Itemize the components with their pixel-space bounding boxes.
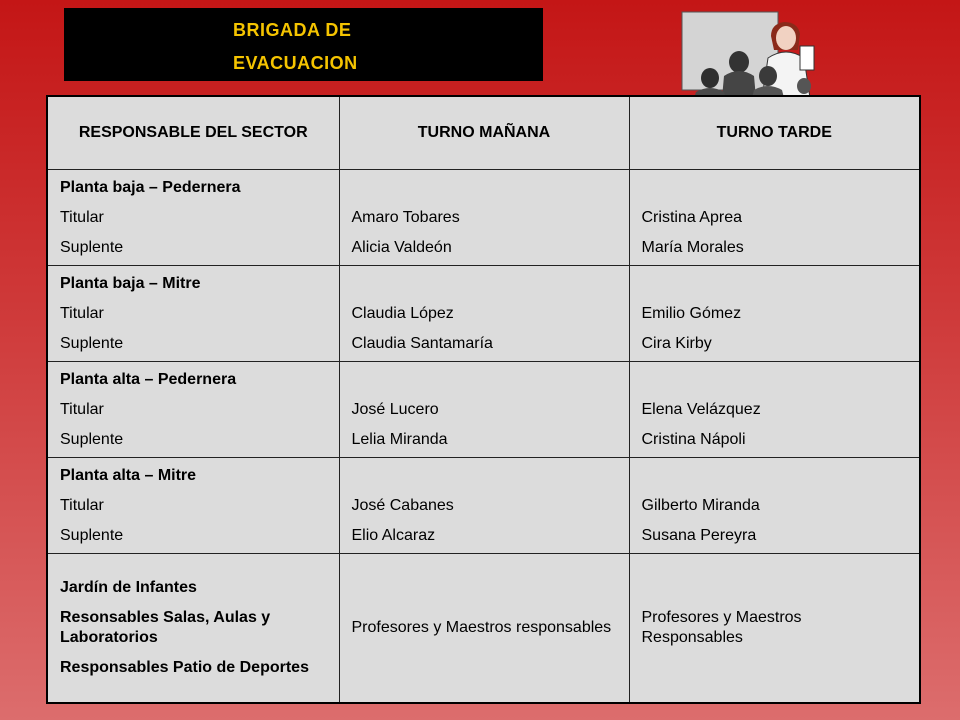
tarde-suplente: María Morales — [641, 238, 744, 256]
manana-cell — [339, 266, 629, 362]
sector-name: Planta baja – Mitre — [60, 274, 201, 292]
manana-titular: Amaro Tobares — [351, 208, 460, 226]
title-line-2: EVACUACION — [233, 53, 358, 73]
tarde-titular: Cristina Aprea — [641, 208, 742, 226]
table-row — [47, 458, 920, 554]
tarde-suplente: Susana Pereyra — [641, 526, 757, 544]
table-header-row — [47, 96, 920, 170]
presenter-audience-icon — [676, 6, 840, 98]
tarde-suplente: Cira Kirby — [641, 334, 712, 352]
header-responsable: RESPONSABLE DEL SECTOR — [47, 96, 339, 170]
tarde-titular: Elena Velázquez — [641, 400, 761, 418]
sector-name: Planta baja – Pedernera — [60, 178, 241, 196]
sector-cell — [47, 170, 339, 266]
role-suplente: Suplente — [60, 526, 124, 544]
role-titular: Titular — [60, 208, 104, 226]
sector-cell — [47, 362, 339, 458]
tarde-cell — [629, 266, 920, 362]
title-box — [64, 8, 543, 81]
manana-suplente: Lelia Miranda — [351, 430, 448, 448]
role-suplente: Suplente — [60, 238, 124, 256]
manana-cell — [339, 362, 629, 458]
sector-cell — [47, 554, 339, 704]
tarde-suplente: Cristina Nápoli — [641, 430, 746, 448]
tarde-cell — [629, 458, 920, 554]
sector-jardin: Jardín de Infantes — [60, 579, 197, 596]
manana-cell — [339, 170, 629, 266]
manana-titular: Claudia López — [351, 304, 454, 322]
role-suplente: Suplente — [60, 334, 124, 352]
manana-suplente: Claudia Santamaría — [351, 334, 493, 352]
sector-name: Planta alta – Pedernera — [60, 370, 237, 388]
sector-cell — [47, 458, 339, 554]
role-suplente: Suplente — [60, 430, 124, 448]
tarde-cell — [629, 170, 920, 266]
manana-suplente: Alicia Valdeón — [351, 238, 452, 256]
tarde-cell: Profesores y Maestros Responsables — [629, 554, 920, 704]
sector-cell — [47, 266, 339, 362]
header-turno-manana: TURNO MAÑANA — [339, 96, 629, 170]
sector-salas-aulas: Resonsables Salas, Aulas y Laboratorios — [60, 609, 271, 646]
manana-titular: José Lucero — [351, 400, 439, 418]
sector-patio: Responsables Patio de Deportes — [60, 659, 309, 676]
tarde-titular: Gilberto Miranda — [641, 496, 760, 514]
header-turno-tarde: TURNO TARDE — [629, 96, 920, 170]
title-line-1: BRIGADA DE — [233, 20, 352, 40]
tarde-titular: Emilio Gómez — [641, 304, 742, 322]
role-titular: Titular — [60, 496, 104, 514]
role-titular: Titular — [60, 400, 104, 418]
manana-suplente: Elio Alcaraz — [351, 526, 436, 544]
brigada-table — [46, 95, 921, 704]
table-row — [47, 554, 920, 704]
table-row — [47, 362, 920, 458]
manana-cell — [339, 458, 629, 554]
manana-cell: Profesores y Maestros responsables — [339, 554, 629, 704]
table-row — [47, 266, 920, 362]
table-row — [47, 170, 920, 266]
sector-name: Planta alta – Mitre — [60, 466, 197, 484]
tarde-cell — [629, 362, 920, 458]
manana-titular: José Cabanes — [351, 496, 454, 514]
role-titular: Titular — [60, 304, 104, 322]
